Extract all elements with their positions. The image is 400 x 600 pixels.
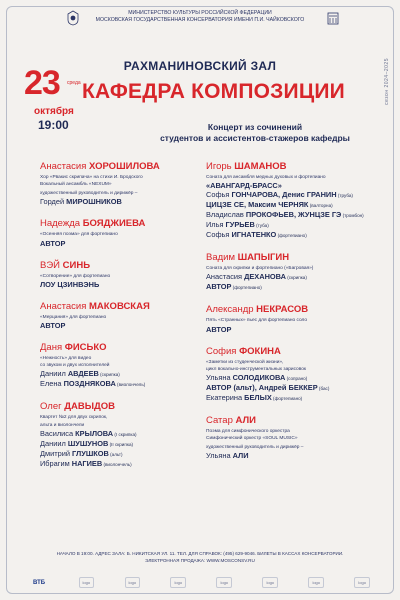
composer-last-name: НЕКРАСОВ [256,304,309,316]
performer-first-name: Софья [206,190,232,200]
performer-last-name: ДЕХАНОВА [244,272,286,282]
performer-last-name: ЛОУ ЦЗИНВЭНЬ [40,279,100,289]
composer-last-name: МАКОВСКАЯ [88,300,150,312]
performer [206,210,386,220]
composer-first-name: Анастасия [40,300,89,312]
composer-first-name: Анастасия [40,161,89,172]
sponsor-logo: logo [354,577,370,588]
work-title: Соната для ансамбля медных духовых и фортепиано [206,175,326,180]
program-item [40,255,210,289]
footer-line-2: ЭЛЕКТРОННАЯ ПРОДАЖА: WWW.MOSCONSV.RU [145,557,255,563]
performer [40,280,210,289]
performer [40,369,210,379]
composer-name [206,156,386,174]
sponsor-logo: logo [79,577,95,588]
sponsor-logo: ВТБ [33,579,46,586]
performer-role: (скрипка) [285,275,307,281]
composer-last-name: БОЯДЖИЕВА [82,218,146,230]
performer [206,282,386,292]
performer-first-name: Дмитрий [40,448,73,458]
composer-last-name: СИНЬ [62,259,91,271]
performer [206,220,386,230]
performer [40,379,210,389]
performer-first-name: Василиса [40,428,76,438]
header [0,10,400,24]
performer [40,321,210,330]
performer-last-name: СОЛОДИКОВА [232,373,286,383]
performer-last-name: АВТОР [40,238,66,248]
performer [40,197,210,206]
performer [40,429,210,439]
program-item [40,396,210,468]
hall-name: РАХМАНИНОВСКИЙ ЗАЛ [123,59,277,73]
performer-last-name: АВТОР [206,324,232,334]
composer-first-name: Надежда [40,218,83,230]
performer-role: (I скрипка) [113,431,137,437]
performer [40,449,210,459]
performer [206,272,386,282]
performer-first-name: Елена [40,379,64,389]
work-title: Пять «Странных» пьес для фортепиано соло [206,318,308,324]
subtitle-line-1: Концерт из сочинений [207,122,303,132]
date-day: 23 [24,64,60,102]
performer-role: (виолончель) [102,461,132,467]
performer-role: (бас) [317,386,330,392]
work-title: «Заметки из студенческой жизни», [206,359,284,365]
conductor-note: художественный руководитель и дирижёр – [40,191,138,197]
performer-role: (виолончель) [115,382,146,388]
performer-role: (скрипка) [98,372,120,378]
date-month: октября [34,106,74,117]
performer-last-name: ГУРЬЕВ [225,220,255,230]
program-item [206,410,386,460]
performer [40,459,210,469]
header-line-2: МОСКОВСКАЯ ГОСУДАРСТВЕННАЯ КОНСЕРВАТОРИЯ ИМЕНИ П.И. ЧАЙКОВСКОГО [95,17,305,23]
performer-last-name: БЕЛЫХ [244,393,272,403]
performer-role: (фортепиано) [231,285,262,291]
composer-name [40,337,210,355]
performer-last-name: АВТОР [206,282,232,292]
performer-role: (тромбон) [341,213,364,219]
performer-first-name: Даниил [40,369,68,379]
performer-first-name: Ибрагим [40,458,72,468]
performer-first-name: Илья [206,220,226,230]
composer-last-name: АЛИ [235,415,256,427]
composer-first-name: София [206,345,240,357]
performer-last-name: АВДЕЕВ [67,369,99,379]
performer-last-name: АЛИ [232,451,249,461]
composer-first-name: Олег [40,401,65,413]
work-title: «Мерцания» для фортепиано [40,314,107,320]
performer-last-name: ЦИЦЗЕ СЕ, Максим ЧЕРНЯК [206,200,309,210]
performer-last-name: ИГНАТЕНКО [231,230,277,240]
work-title: «Сотворение» для фортепиано [40,273,111,279]
sponsor-logos [30,577,370,588]
work-title: Хор «Рвакис скрипача» на стихи И. Бродского [40,175,143,180]
performer-role: (труба) [336,193,353,199]
performer-first-name: Ульяна [206,451,233,461]
performer-last-name: АВТОР (альт), Андрей БЕККЕР [206,383,318,393]
performer-last-name: МИРОШНИКОВ [66,197,122,207]
date-time: 19:00 [38,118,69,132]
performer-last-name: ПРОКОФЬЕВ, ЖУНЦЗЕ ГЭ [245,210,342,220]
concert-title: КАФЕДРА КОМПОЗИЦИИ [82,80,345,103]
composer-last-name: ХОРОШИЛОВА [88,161,160,172]
performer-first-name: Анастасия [206,272,245,282]
performer-last-name: ГЛУШКОВ [72,448,109,458]
composer-last-name: ФИСЬКО [64,342,107,354]
program-item [206,156,386,240]
performer [206,383,386,393]
performer-role: (валторна) [308,203,333,209]
composer-name [40,156,210,174]
work-title: Квартет №2 для двух скрипок, [40,415,108,421]
performer [206,190,386,200]
performer-last-name: ПОЗДНЯКОВА [63,379,116,389]
composer-last-name: ШАПЫГИН [237,252,290,264]
sponsor-logo: logo [308,577,324,588]
program-left-column [40,156,210,476]
sponsor-logo: logo [125,577,141,588]
performer-last-name: АВТОР [40,321,66,331]
sponsor-logo: logo [170,577,186,588]
performer-last-name: НАГИЕВ [71,458,103,468]
composer-last-name: ШАМАНОВ [234,161,287,172]
program-item [206,247,386,292]
program-item [40,156,210,206]
performer-role: (фортепиано) [271,396,303,402]
performer [40,439,210,449]
composer-name [40,296,210,314]
performer [206,325,386,334]
composer-name [206,299,386,317]
performer-first-name: Даниил [40,438,68,448]
composer-name [206,341,386,359]
ensemble-name: «АВАНГАРД-БРАСС» [206,181,282,191]
performer-first-name: Екатерина [206,393,245,403]
header-line-1: МИНИСТЕРСТВО КУЛЬТУРЫ РОССИЙСКОЙ ФЕДЕРАЦИИ [128,10,272,16]
composer-last-name: ФОКИНА [239,345,281,357]
composer-first-name: ВЭЙ [40,259,63,271]
performer-role: (туба) [254,223,269,229]
program-item [206,341,386,403]
performer [206,373,386,383]
performer-role: (альт) [108,451,123,457]
program-item [206,299,386,333]
composer-first-name: Даня [40,342,65,354]
performer [40,239,210,248]
performer [206,451,386,460]
performer [206,230,386,240]
date-weekday: среда [67,80,81,86]
composer-name [206,410,386,428]
sponsor-logo: logo [216,577,232,588]
work-title: Симфонический оркестр «SOUL MUSIC» [206,436,298,442]
conductor-note: художественный руководитель и дирижёр – [206,445,304,451]
work-title: Соната для скрипки и фортепиано («Багровая») [206,266,314,272]
performer-last-name: КРЫЛОВА [75,428,114,438]
work-title: Вокальный ансамбль «NEXUM» [40,182,112,188]
performer-first-name: Ульяна [206,373,233,383]
composer-name [40,396,210,414]
composer-first-name: Александр [206,304,257,316]
performer-role: (II скрипка) [108,441,134,447]
work-title: цикл вокально-инструментальных зарисовок [206,366,306,372]
program-item [40,213,210,247]
performer-role: (сопрано) [285,376,308,382]
work-title: «Осенняя поэма» для фортепиано [40,232,118,238]
composer-name [206,247,386,265]
performer-role: (фортепиано) [276,233,307,239]
composer-first-name: Игорь [206,161,235,172]
performer-first-name: Гордей [40,197,67,207]
work-title: «Нежность» для видео [40,356,92,362]
work-title: со звуком и двух исполнителей [40,363,110,369]
performer [206,200,386,210]
composer-name [40,255,210,273]
performer-last-name: ГОНЧАРОВА, Денис ГРАНИН [231,190,337,200]
footer [0,551,400,564]
program-right-column [206,156,386,467]
performer-first-name: Владислав [206,210,246,220]
composer-first-name: Сатар [206,415,236,427]
composer-name [40,213,210,231]
composer-first-name: Вадим [206,252,238,264]
performer [206,393,386,403]
work-title: Поэма для симфонического оркестра [206,429,290,435]
work-title: альта и виолончели [40,422,85,428]
concert-subtitle [120,122,390,144]
program-item [40,296,210,330]
season-label: сезон 2024–2025 [384,58,390,105]
performer-last-name: ШУШУНОВ [67,438,109,448]
subtitle-line-2: студентов и ассистентов-стажеров кафедры [160,133,350,143]
composer-last-name: ДАВЫДОВ [64,401,116,413]
program-item [40,337,210,389]
footer-line-1: НАЧАЛО В 19:00. АДРЕС ЗАЛА: Б. НИКИТСКАЯ УЛ. 11. ТЕЛ. ДЛЯ СПРАВОК: (495) 629-9046. БИЛЕТЫ В КАССАХ КОНСЕРВАТОРИИ. [56,551,344,556]
performer-first-name: Софья [206,230,232,240]
sponsor-logo: logo [262,577,278,588]
